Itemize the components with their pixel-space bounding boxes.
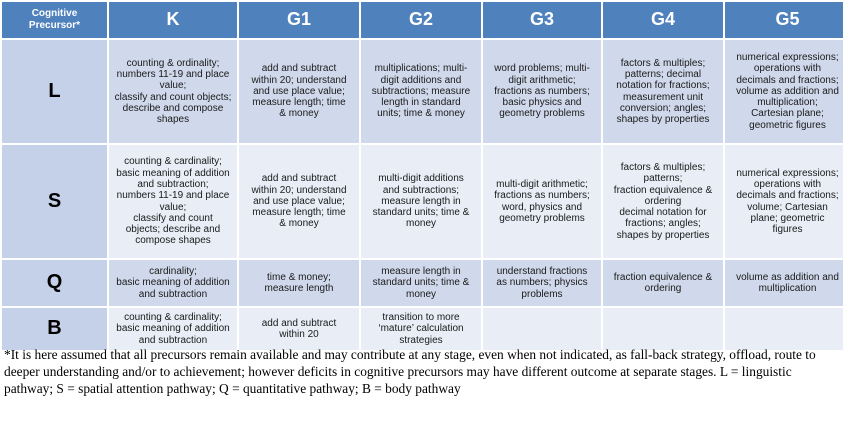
table-cell: numerical expressions; operations with decimals and fractions; volume; Cartesian plane; geometric figures [725, 145, 843, 258]
header-grade-k: K [109, 2, 237, 38]
table-cell: transition to more ‘mature’ calculation strategies [361, 308, 481, 350]
table-cell: multiplications; multi- digit additions and subtractions; measure length in standard units; time & money [361, 40, 481, 143]
table-cell: numerical expressions; operations with decimals and fractions; volume as addition and multiplication; Cartesian plane; geometric figures [725, 40, 843, 143]
table-cell: measure length in standard units; time & money [361, 260, 481, 306]
table-cell-empty [725, 308, 843, 350]
table-cell: counting & cardinality; basic meaning of addition and subtraction [109, 308, 237, 350]
header-grade-g4: G4 [603, 2, 723, 38]
table-cell: fraction equivalence & ordering [603, 260, 723, 306]
table-cell: cardinality; basic meaning of addition and subtraction [109, 260, 237, 306]
row-label-l: L [2, 40, 107, 143]
table-cell: counting & cardinality; basic meaning of addition and subtraction; numbers 11-19 and place value; classify and count objects; describe and compose shapes [109, 145, 237, 258]
row-label-q: Q [2, 260, 107, 306]
header-grade-g2: G2 [361, 2, 481, 38]
table-cell: multi-digit arithmetic; fractions as numbers; word, physics and geometry problems [483, 145, 601, 258]
table-cell: add and subtract within 20; understand and use place value; measure length; time & money [239, 40, 359, 143]
header-grade-g1: G1 [239, 2, 359, 38]
table-cell-empty [603, 308, 723, 350]
table-cell: factors & multiples; patterns; decimal notation for fractions; measurement unit conversion; angles; shapes by properties [603, 40, 723, 143]
table-cell: counting & ordinality; numbers 11-19 and place value; classify and count objects; describe and compose shapes [109, 40, 237, 143]
table-cell: add and subtract within 20 [239, 308, 359, 350]
precursor-table [2, 2, 839, 346]
table-cell: time & money; measure length [239, 260, 359, 306]
footnote: *It is here assumed that all precursors remain available and may contribute at any stage, even when not indicated, as fall-back strategy, offload, route to deeper understanding and/or to achievement; however deficits in cognitive precursors may have different outcome at separate stages. L = linguistic pathway; S = spatial attention pathway; Q = quantitative pathway; B = body pathway [4, 347, 816, 396]
table-cell: multi-digit additions and subtractions; measure length in standard units; time & money [361, 145, 481, 258]
header-cognitive-precursor: Cognitive Precursor* [2, 2, 107, 38]
table-cell: word problems; multi- digit arithmetic; fractions as numbers; basic physics and geometry problems [483, 40, 601, 143]
table-cell: understand fractions as numbers; physics problems [483, 260, 601, 306]
header-grade-g3: G3 [483, 2, 601, 38]
row-label-b: B [2, 308, 107, 350]
header-grade-g5: G5 [725, 2, 843, 38]
table-cell-empty [483, 308, 601, 350]
table-cell: volume as addition and multiplication [725, 260, 843, 306]
table-cell: factors & multiples; patterns; fraction equivalence & ordering decimal notation for fractions; angles; shapes by properties [603, 145, 723, 258]
row-label-s: S [2, 145, 107, 258]
table-cell: add and subtract within 20; understand and use place value; measure length; time & money [239, 145, 359, 258]
